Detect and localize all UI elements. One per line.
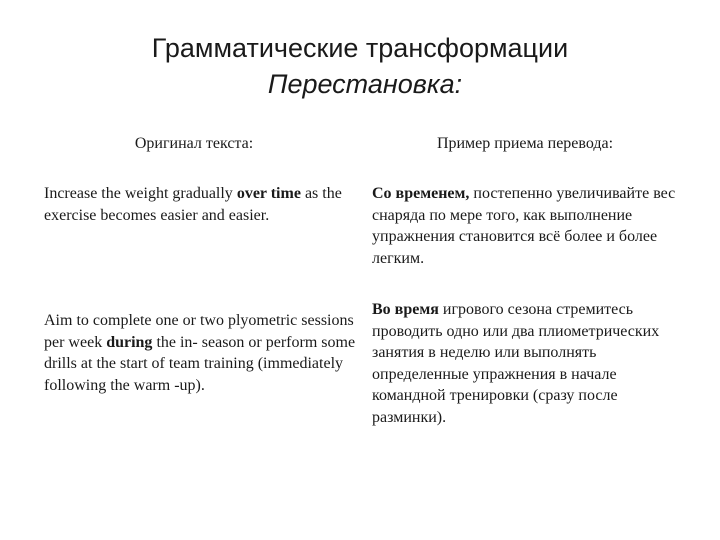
highlighted-phrase: over time xyxy=(236,185,301,202)
highlighted-phrase: Со временем, xyxy=(372,185,470,202)
text-segment: игрового сезона стремитесь проводить одно или два плиометрических занятия в неделю или выполнять определенные упражнения в начале командной тренировки (сразу после разминки). xyxy=(372,301,660,426)
highlighted-phrase: Во время xyxy=(372,301,439,318)
row-1-translation-text xyxy=(372,183,684,269)
text-segment: as the exercise becomes easier and easier. xyxy=(44,185,342,224)
title-main: Грамматические трансформации xyxy=(151,33,569,63)
column-header-translation: Пример приема перевода: xyxy=(436,135,614,152)
row-1-original-text xyxy=(44,183,356,226)
text-segment: Aim to complete one or two plyometric sessions per week xyxy=(44,312,354,351)
title-subtitle: Перестановка: xyxy=(267,69,463,99)
text-segment: Increase the weight gradually xyxy=(44,185,237,202)
text-segment: постепенно увеличивайте вес снаряда по мере того, как выполнение упражнения становится всё более и более легким. xyxy=(372,185,676,267)
text-segment: the in- season or perform some drills at the start of team training (immediately following the warm -up). xyxy=(44,333,356,394)
row-2-original-text xyxy=(44,310,356,396)
highlighted-phrase: during xyxy=(106,333,153,351)
slide-title xyxy=(0,30,720,102)
column-header-original: Оригинал текста: xyxy=(134,135,254,152)
row-2-translation-text xyxy=(372,299,672,428)
